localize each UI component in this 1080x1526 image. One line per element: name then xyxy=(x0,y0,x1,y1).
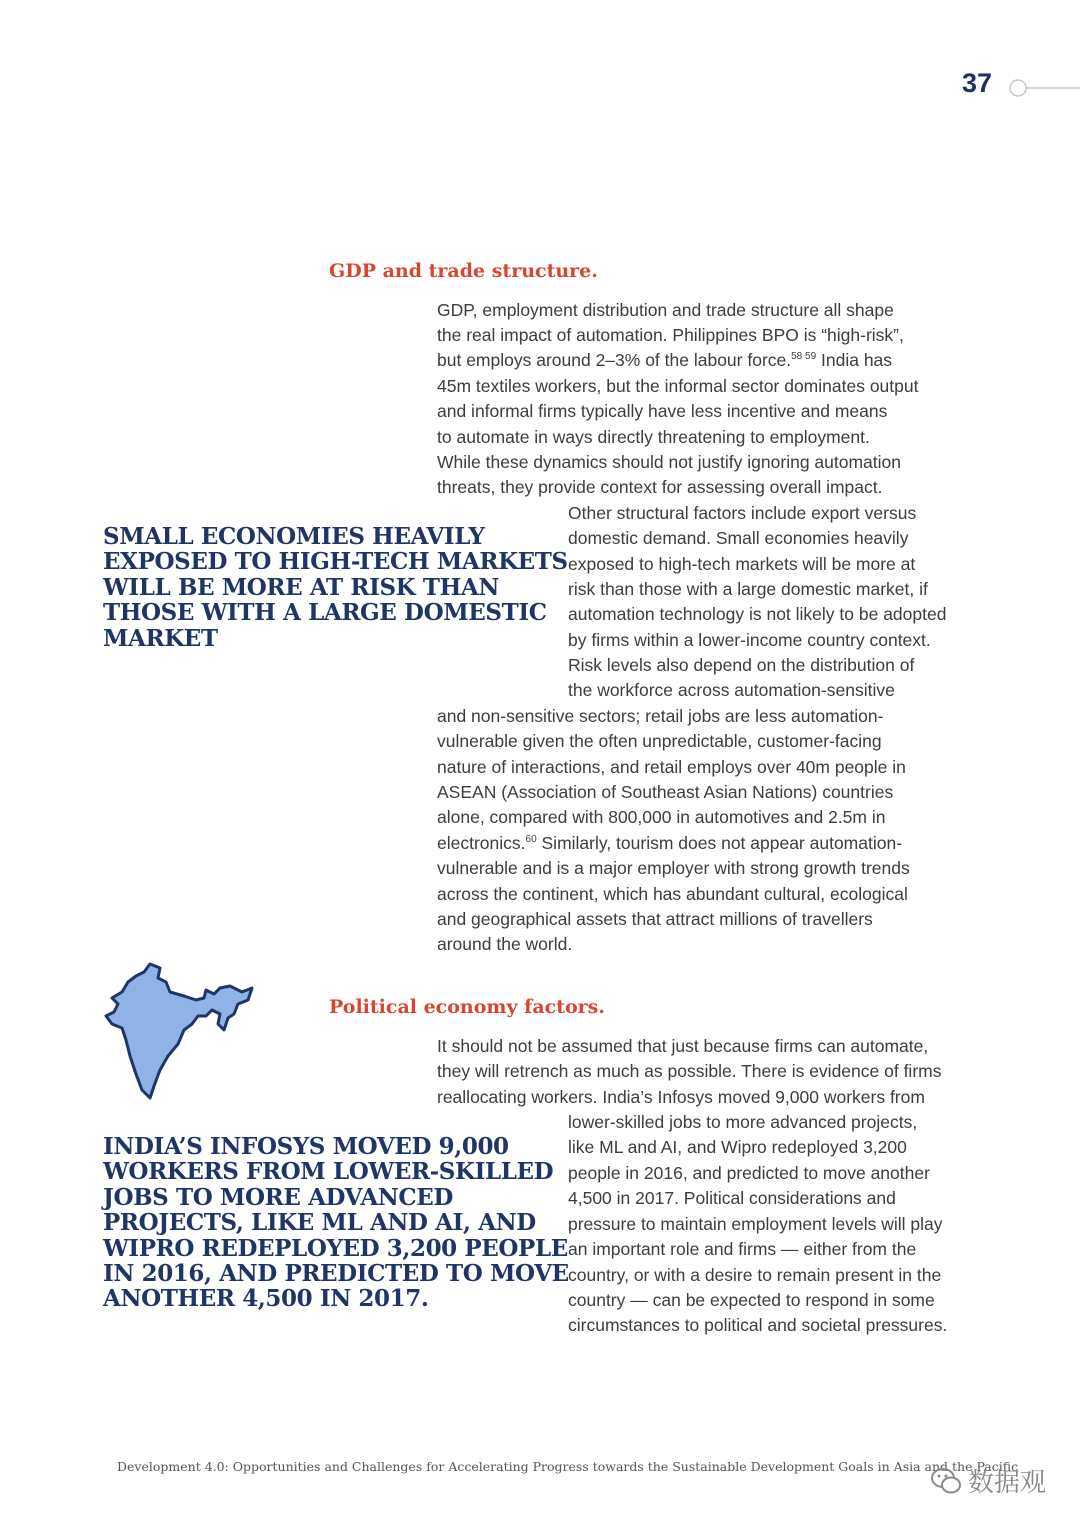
text-line: they will retrench as much as possible. There is evidence of firms xyxy=(437,1061,942,1081)
text-line: circumstances to political and societal pressures. xyxy=(568,1315,948,1335)
text-line: ASEAN (Association of Southeast Asian Nations) countries xyxy=(437,782,894,802)
pull-quote-infosys: INDIA’S INFOSYS MOVED 9,000 WORKERS FROM LOWER-SKILLED JOBS TO MORE ADVANCED PROJECTS, LIKE ML AND AI, AND WIPRO REDEPLOYED 3,200 PEOPLE IN 2016, AND PREDICTED TO MOVE ANOTHER 4,500 IN 2017. xyxy=(103,1133,569,1313)
page-marker-icon xyxy=(1008,78,1080,98)
text-line: vulnerable given the often unpredictable, customer-facing xyxy=(437,731,882,751)
text-line: GDP, employment distribution and trade structure all shape xyxy=(437,300,894,320)
text-line: vulnerable and is a major employer with strong growth trends xyxy=(437,858,910,878)
text-line: electronics.$^{60}$ Similarly, tourism does not appear automation- xyxy=(437,833,903,853)
text-line: but employs around 2–3% of the labour force.$^{58 59}$ India has xyxy=(437,350,893,370)
text-line: 45m textiles workers, but the informal sector dominates output xyxy=(437,376,919,396)
text-line: like ML and AI, and Wipro redeployed 3,200 xyxy=(568,1137,907,1157)
footnote-ref: 60 xyxy=(525,834,537,845)
text-line: and informal firms typically have less incentive and means xyxy=(437,401,888,421)
text-line: alone, compared with 800,000 in automotives and 2.5m in xyxy=(437,807,886,827)
text-line: across the continent, which has abundant cultural, ecological xyxy=(437,884,908,904)
text-line: threats, they provide context for assessing overall impact. xyxy=(437,477,883,497)
page-number: 37 xyxy=(962,68,993,98)
india-map-icon xyxy=(100,958,260,1108)
text-line: Other structural factors include export versus xyxy=(568,503,917,523)
text-line: While these dynamics should not justify ignoring automation xyxy=(437,452,901,472)
text-line: people in 2016, and predicted to move another xyxy=(568,1163,930,1183)
text-line: domestic demand. Small economies heavily xyxy=(568,528,909,548)
text-line: country, or with a desire to remain present in the xyxy=(568,1265,942,1285)
text-line: exposed to high-tech markets will be more at xyxy=(568,554,916,574)
text-line: 4,500 in 2017. Political considerations and xyxy=(568,1188,896,1208)
text-line: It should not be assumed that just because firms can automate, xyxy=(437,1036,929,1056)
pull-quote-small-economies: SMALL ECONOMIES HEAVILY EXPOSED TO HIGH-TECH MARKETS WILL BE MORE AT RISK THAN THOSE WITH A LARGE DOMESTIC MARKET xyxy=(103,523,568,652)
text-line: nature of interactions, and retail employs over 40m people in xyxy=(437,757,906,777)
watermark xyxy=(930,1462,1046,1499)
wechat-icon xyxy=(930,1466,962,1496)
text-line: country — can be expected to respond in some xyxy=(568,1290,935,1310)
text-line: automation technology is not likely to be adopted xyxy=(568,604,947,624)
text-line: an important role and firms — either from the xyxy=(568,1239,917,1259)
text-line: around the world. xyxy=(437,934,573,954)
text-line: the workforce across automation-sensitive xyxy=(568,680,895,700)
watermark-text: 数据观 xyxy=(968,1467,1047,1497)
section-heading-political: Political economy factors. xyxy=(329,996,605,1018)
text-line: pressure to maintain employment levels will play xyxy=(568,1214,943,1234)
text-line: the real impact of automation. Philippines BPO is “high-risk”, xyxy=(437,325,904,345)
text-line: by firms within a lower-income country context. xyxy=(568,630,931,650)
text-line: lower-skilled jobs to more advanced projects, xyxy=(568,1112,918,1132)
text-line: Risk levels also depend on the distribution of xyxy=(568,655,915,675)
text-line: risk than those with a large domestic market, if xyxy=(568,579,928,599)
footer-text: Development 4.0: Opportunities and Challenges for Accelerating Progress towards the Sustainable Development Goals in Asia and the Pacific xyxy=(117,1459,1019,1474)
text-line: and geographical assets that attract millions of travellers xyxy=(437,909,873,929)
footnote-ref: 58 59 xyxy=(791,351,817,362)
text-line: reallocating workers. India’s Infosys moved 9,000 workers from xyxy=(437,1087,925,1107)
text-line: and non-sensitive sectors; retail jobs are less automation- xyxy=(437,706,884,726)
text-line: to automate in ways directly threatening to employment. xyxy=(437,427,870,447)
section-heading-gdp: GDP and trade structure. xyxy=(329,260,598,282)
